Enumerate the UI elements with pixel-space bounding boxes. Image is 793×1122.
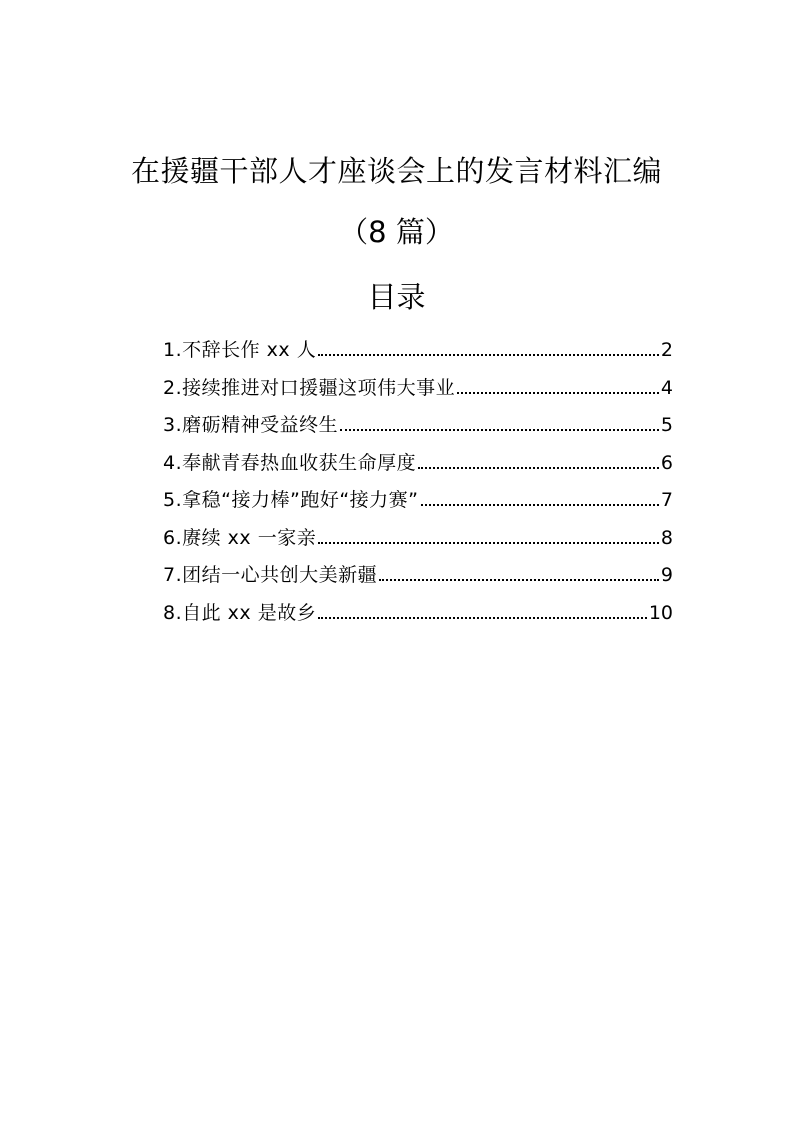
document-title: 在援疆干部人才座谈会上的发言材料汇编 bbox=[130, 154, 662, 188]
toc-leader-dots bbox=[318, 354, 659, 356]
toc-entry-page: 7 bbox=[660, 489, 673, 511]
toc-entry[interactable] bbox=[163, 562, 673, 600]
toc-heading: 目录 bbox=[367, 280, 426, 314]
toc-entry-page: 4 bbox=[660, 376, 673, 399]
toc-entry-title: 3.磨砺精神受益终生 bbox=[163, 414, 339, 436]
toc-entry[interactable] bbox=[163, 600, 673, 638]
table-of-contents bbox=[163, 337, 673, 637]
toc-leader-dots bbox=[379, 579, 659, 581]
toc-entry-title: 8.自此 xx 是故乡 bbox=[163, 601, 317, 624]
toc-entry-title: 1.不辞长作 xx 人 bbox=[163, 339, 317, 361]
toc-entry-page: 9 bbox=[660, 564, 673, 586]
toc-leader-dots bbox=[340, 429, 659, 431]
toc-entry-title: 6.赓续 xx 一家亲 bbox=[163, 526, 317, 549]
toc-entry[interactable] bbox=[163, 412, 673, 450]
toc-leader-dots bbox=[457, 392, 659, 394]
toc-entry[interactable] bbox=[163, 337, 673, 375]
toc-entry-title: 5.拿稳“接力棒”跑好“接力赛” bbox=[163, 489, 419, 511]
toc-entry-page: 2 bbox=[660, 339, 673, 361]
toc-entry-title: 7.团结一心共创大美新疆 bbox=[163, 564, 378, 586]
toc-leader-dots bbox=[318, 542, 659, 544]
document-subtitle: （8 篇） bbox=[339, 215, 454, 249]
toc-entry-page: 10 bbox=[648, 601, 673, 624]
toc-entry[interactable] bbox=[163, 375, 673, 413]
toc-entry-title: 2.接续推进对口援疆这项伟大事业 bbox=[163, 376, 456, 399]
toc-entry-page: 8 bbox=[660, 526, 673, 549]
toc-entry-title: 4.奉献青春热血收获生命厚度 bbox=[163, 451, 417, 474]
toc-entry[interactable] bbox=[163, 525, 673, 563]
toc-leader-dots bbox=[418, 467, 659, 469]
toc-leader-dots bbox=[318, 617, 647, 619]
toc-leader-dots bbox=[421, 504, 659, 506]
toc-entry[interactable] bbox=[163, 487, 673, 525]
toc-entry[interactable] bbox=[163, 450, 673, 488]
toc-entry-page: 6 bbox=[660, 451, 673, 474]
toc-entry-page: 5 bbox=[660, 414, 673, 436]
